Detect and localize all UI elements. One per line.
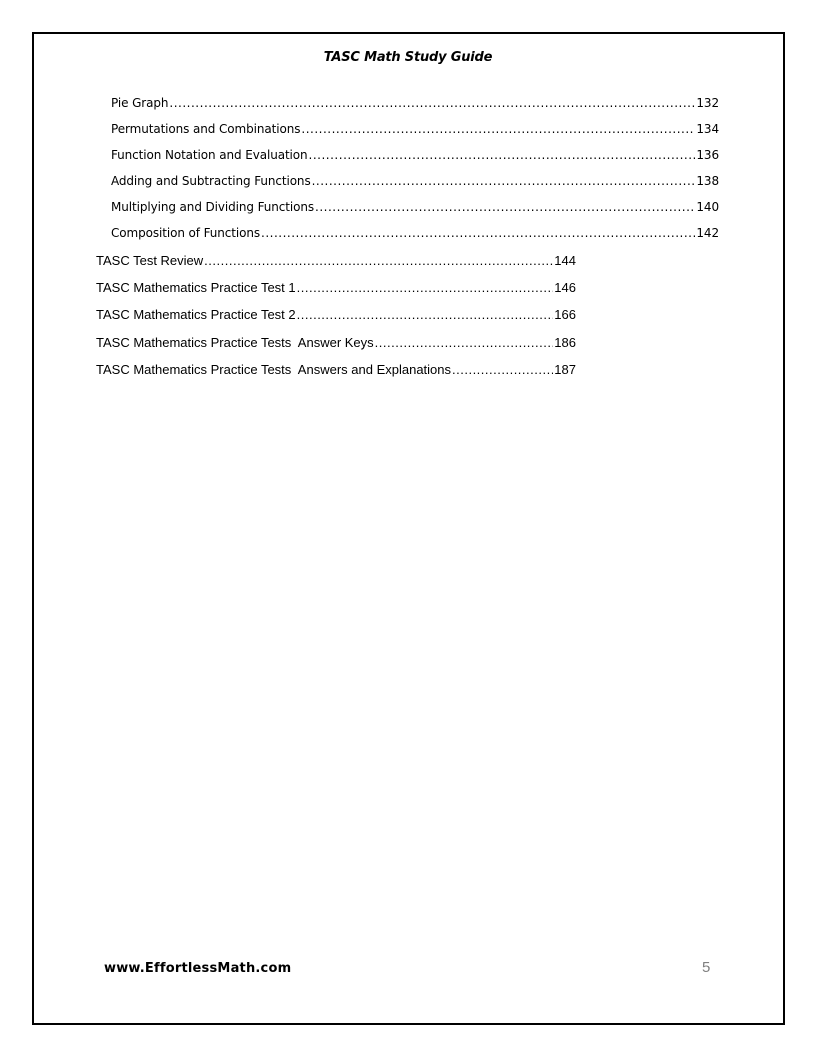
toc-entry-label: TASC Test Review	[96, 253, 204, 268]
page-number: 5	[702, 959, 711, 976]
toc-entry-label: Function Notation and Evaluation	[111, 148, 308, 162]
toc-dot-leader	[261, 226, 695, 240]
toc-dot-leader	[297, 307, 554, 322]
toc-dot-leader	[169, 96, 695, 110]
toc-dot-leader	[309, 148, 696, 162]
toc-entry-page: 166	[554, 307, 576, 322]
toc-entry-label: TASC Mathematics Practice Test 1	[96, 280, 296, 295]
toc-dot-leader	[375, 335, 554, 350]
toc-dot-leader	[204, 253, 553, 268]
toc-entry-label: TASC Mathematics Practice Tests Answer Keys	[96, 335, 374, 350]
toc-entry-test-review[interactable]	[96, 253, 576, 268]
toc-entry-page: 187	[554, 362, 576, 377]
toc-dot-leader	[297, 280, 554, 295]
toc-entry-adding-subtracting[interactable]	[111, 174, 719, 188]
toc-entry-page: 140	[696, 200, 719, 214]
toc-entry-page: 146	[554, 280, 576, 295]
toc-dot-leader	[315, 200, 695, 214]
toc-entry-composition[interactable]	[111, 226, 719, 240]
toc-entry-label: Permutations and Combinations	[111, 122, 301, 136]
toc-entry-page: 132	[696, 96, 719, 110]
toc-entry-page: 186	[554, 335, 576, 350]
toc-entry-label: Adding and Subtracting Functions	[111, 174, 311, 188]
toc-entry-practice-test-2[interactable]	[96, 307, 576, 322]
toc-entry-page: 136	[696, 148, 719, 162]
toc-dot-leader	[312, 174, 696, 188]
toc-entry-page: 142	[696, 226, 719, 240]
toc-entry-label: TASC Mathematics Practice Test 2	[96, 307, 296, 322]
toc-entry-label: Composition of Functions	[111, 226, 261, 240]
toc-dot-leader	[452, 362, 553, 377]
toc-entry-permutations[interactable]	[111, 122, 719, 136]
toc-entry-multiplying-dividing[interactable]	[111, 200, 719, 214]
footer-website-link[interactable]: www.EffortlessMath.com	[104, 961, 292, 976]
toc-entry-answers-explanations[interactable]	[96, 362, 576, 377]
toc-entry-label: Multiplying and Dividing Functions	[111, 200, 315, 214]
toc-entry-practice-test-1[interactable]	[96, 280, 576, 295]
toc-entry-page: 138	[696, 174, 719, 188]
toc-entry-page: 144	[554, 253, 576, 268]
toc-entry-label: Pie Graph	[111, 96, 169, 110]
toc-entry-page: 134	[696, 122, 719, 136]
running-header-title: TASC Math Study Guide	[323, 50, 493, 65]
toc-dot-leader	[301, 122, 695, 136]
toc-entry-function-notation[interactable]	[111, 148, 719, 162]
toc-entry-pie-graph[interactable]	[111, 96, 719, 110]
toc-entry-answer-keys[interactable]	[96, 335, 576, 350]
toc-entry-label: TASC Mathematics Practice Tests Answers and Explanations	[96, 362, 452, 377]
